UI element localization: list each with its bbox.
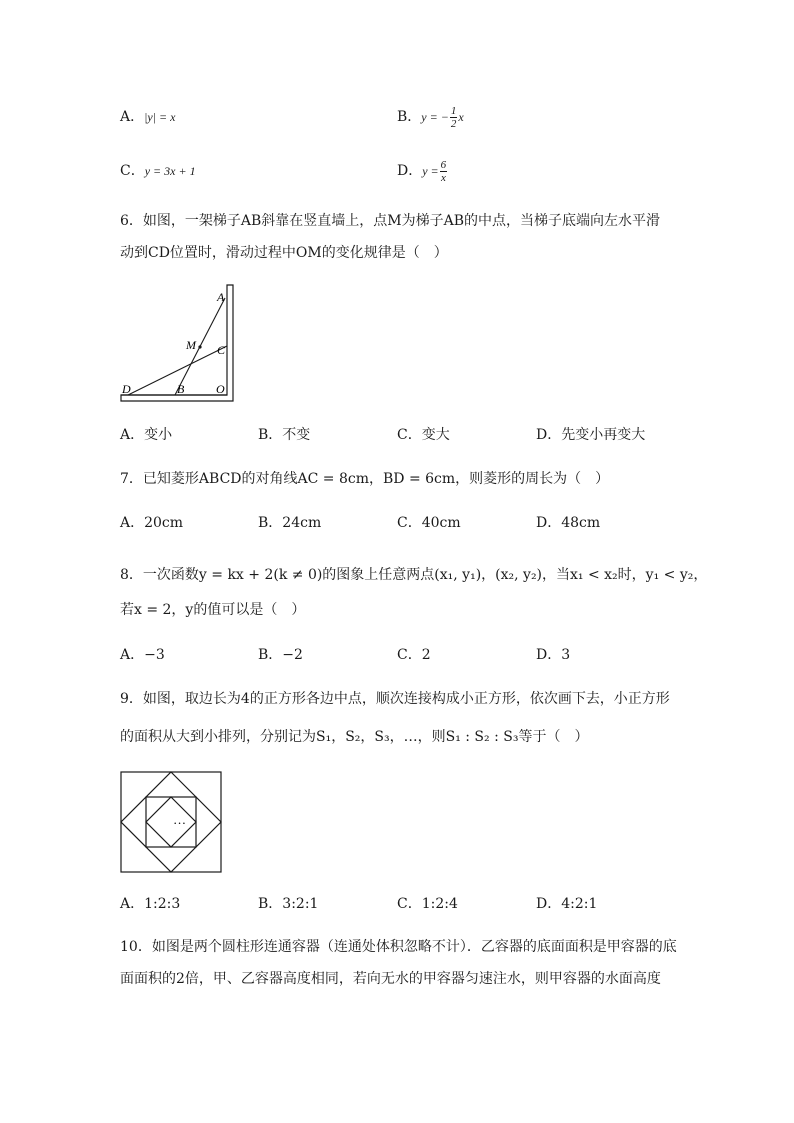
q6-ladder-figure: [118, 280, 243, 405]
square-s4: [146, 797, 196, 847]
q8-option-b: B．−2: [258, 647, 303, 663]
q8-option-c: C．2: [397, 647, 431, 663]
label-b: B: [177, 382, 185, 396]
q6-line-1: 6．如图，一架梯子AB斜靠在竖直墙上，点M为梯子AB的中点，当梯子底端向左水平滑: [120, 213, 661, 229]
q5-option-b: B．y = − $\frac{1}{2}$ x: [397, 104, 464, 130]
square-s1: [121, 772, 221, 872]
q5-option-d-fraction: $\frac{6}{x}$: [440, 158, 447, 184]
square-s3: [146, 797, 196, 847]
label-a: A: [217, 290, 225, 304]
q9-option-c: C．1:2:4: [397, 896, 458, 912]
q5-option-a: A．|y| = x: [120, 109, 176, 125]
q10-line-2: 面面积的2倍，甲、乙容器高度相同，若向无水的甲容器匀速注水，则甲容器的水面高度: [120, 971, 661, 987]
q5-option-c: C．y = 3x + 1: [120, 163, 196, 179]
label-d: D: [122, 382, 131, 396]
midpoint-m-dot: [198, 345, 201, 348]
q7-option-c: C．40cm: [397, 515, 461, 531]
q7-option-a: A．20cm: [120, 515, 184, 531]
q9-option-a: A．1:2:3: [120, 896, 181, 912]
q6-option-c: C．变大: [397, 427, 450, 443]
q9-option-d: D．4:2:1: [536, 896, 598, 912]
label-m: M: [186, 338, 196, 352]
q5-option-a-expr: |y| = x: [144, 110, 176, 124]
q5-option-c-expr: y = 3x + 1: [144, 164, 196, 178]
q9-line-1: 9．如图，取边长为4的正方形各边中点，顺次连接构成小正方形，依次画下去，小正方形: [120, 691, 670, 707]
label-c: C: [217, 343, 226, 357]
q8-option-a: A．−3: [120, 647, 165, 663]
q7-line: 7．已知菱形ABCD的对角线AC = 8cm，BD = 6cm，则菱形的周长为（ ）: [120, 471, 610, 487]
q6-option-d: D．先变小再变大: [536, 427, 646, 443]
q9-option-b: B．3:2:1: [258, 896, 319, 912]
q8-line-2: 若x = 2，y的值可以是（ ）: [120, 602, 306, 618]
q6-option-b: B．不变: [258, 427, 311, 443]
q7-option-b: B．24cm: [258, 515, 322, 531]
q9-line-2: 的面积从大到小排列，分别记为S₁，S₂，S₃，…，则S₁ : S₂ : S₃等于（ ）: [120, 729, 589, 745]
q6-line-2: 动到CD位置时，滑动过程中OM的变化规律是（ ）: [120, 245, 448, 261]
q5-option-d: D．y = $\frac{6}{x}$: [397, 158, 447, 184]
square-s2: [121, 772, 221, 872]
q7-option-d: D．48cm: [536, 515, 601, 531]
q6-option-a: A．变小: [120, 427, 173, 443]
q8-line-1: 8．一次函数y = kx + 2(k ≠ 0)的图象上任意两点(x₁, y₁)，(x₂, y₂)，当x₁ < x₂时，y₁ < y₂，: [120, 567, 708, 583]
continuation-dots: …: [174, 812, 186, 827]
label-o: O: [216, 382, 225, 396]
q9-nested-squares-figure: [120, 771, 222, 873]
q8-option-d: D．3: [536, 647, 571, 663]
q5-option-b-fraction: $\frac{1}{2}$: [450, 104, 457, 130]
q10-line-1: 10．如图是两个圆柱形连通容器（连通处体积忽略不计）．乙容器的底面面积是甲容器的底: [120, 939, 677, 955]
